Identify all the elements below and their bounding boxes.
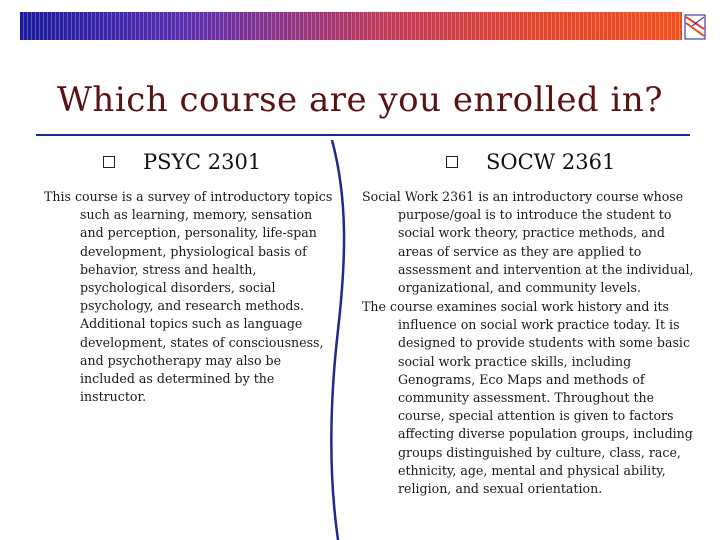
square-bullet-icon [103, 156, 115, 168]
corner-decoration-icon [684, 14, 706, 40]
right-column-body-1: Social Work 2361 is an introductory course whose purpose/goal is to introduce the student to social work theory, practice methods, and areas of service as they are applied to assessment and intervention at the individual, organizational, and community levels. [362, 189, 694, 296]
left-heading-text: PSYC 2301 [143, 150, 262, 174]
title-underline [36, 134, 690, 136]
right-heading-text: SOCW 2361 [486, 150, 616, 174]
square-bullet-icon [446, 156, 458, 168]
right-column-heading [446, 150, 615, 174]
left-column-body: This course is a survey of introductory topics such as learning, memory, sensation and perception, personality, life-span development, physiological basis of behavior, stress and health, psychological disorders, social psychology, and research methods. Additional topics such as language development, states of consciousness, and psychotherapy may also be included as determined by the instructor. [44, 189, 333, 405]
slide-title: Which course are you enrolled in? [56, 80, 664, 120]
left-column-heading [103, 150, 261, 174]
right-column-body-2: The course examines social work history and its influence on social work practice today. It is designed to provide students with some basic social work practice skills, including Genograms, Eco Maps and methods of community assessment. Throughout the course, special attention is given to factors affecting diverse population groups, including groups distinguished by culture, class, race, ethnicity, age, mental and physical ability, religion, and sexual orientation. [362, 299, 693, 497]
top-decorative-band [20, 12, 682, 40]
